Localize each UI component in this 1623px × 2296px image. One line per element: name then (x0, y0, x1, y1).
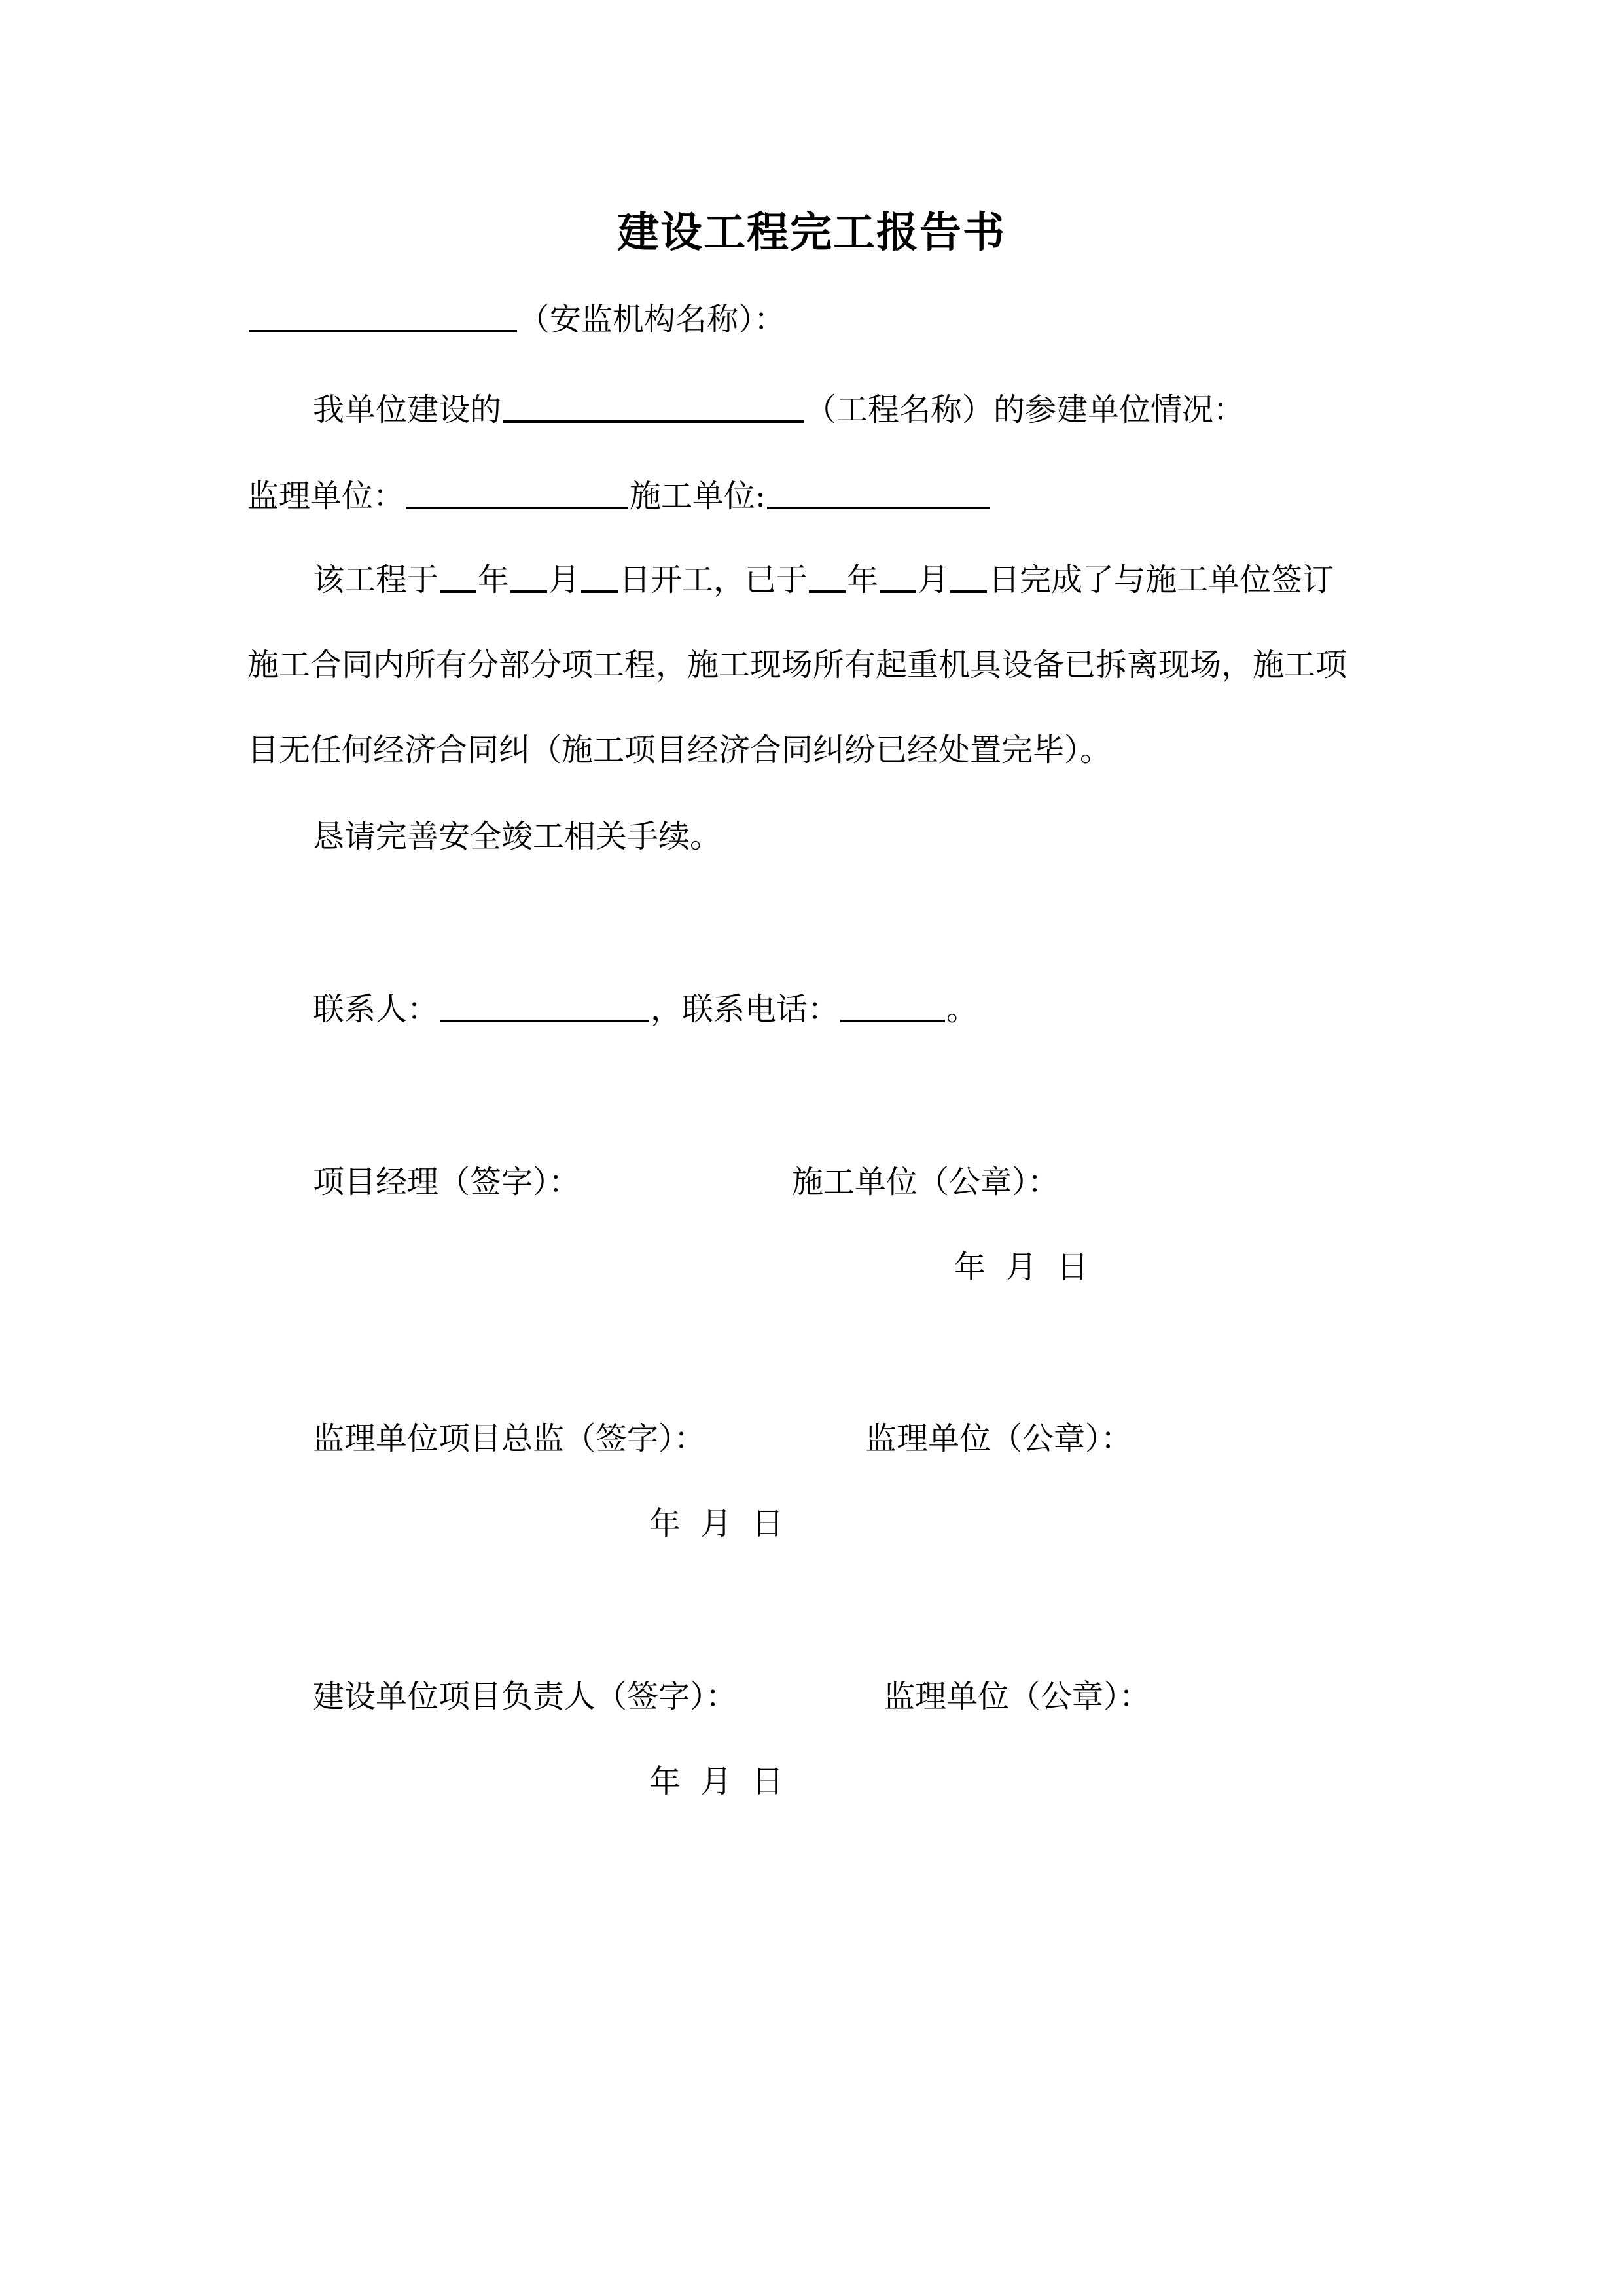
phone-suffix: 。 (946, 991, 978, 1028)
text-end-suffix: 日完成了与施工单位签订 (988, 562, 1334, 598)
phone-blank[interactable] (840, 994, 945, 1022)
supervision-unit-blank[interactable] (406, 480, 628, 509)
intro-line (313, 391, 1245, 429)
text-start-date-prefix: 该工程于 (313, 562, 439, 598)
intro-suffix: （工程名称）的参建单位情况： (805, 391, 1245, 428)
text-year: 年 (478, 562, 510, 598)
start-year-blank[interactable] (440, 564, 476, 593)
body-line-1 (313, 562, 1334, 600)
text-month-2: 月 (918, 562, 950, 598)
agency-name-blank[interactable] (249, 304, 517, 332)
project-name-blank[interactable] (503, 394, 804, 423)
owner-manager-sign-label: 建设单位项目负责人（签字）： (313, 1678, 738, 1715)
text-start-suffix: 日开工，已于 (619, 562, 808, 598)
start-month-blank[interactable] (510, 564, 547, 593)
addressee-suffix: （安监机构名称）： (518, 301, 786, 338)
construction-seal-label: 施工单位（公章）： (792, 1164, 1060, 1200)
text-month: 月 (548, 562, 580, 598)
start-day-blank[interactable] (581, 564, 618, 593)
request-line: 恳请完善安全竣工相关手续。 (313, 818, 722, 855)
intro-prefix: 我单位建设的 (313, 391, 502, 428)
sign1-date: 年 月 日 (954, 1249, 1089, 1285)
project-manager-sign-label: 项目经理（签字）： (313, 1164, 580, 1200)
supervision-label: 监理单位： (247, 478, 405, 514)
supervision-seal-label-2: 监理单位（公章）： (883, 1678, 1151, 1715)
supervision-seal-label: 监理单位（公章）： (865, 1420, 1133, 1457)
body-line-2: 施工合同内所有分部分项工程，施工现场所有起重机具设备已拆离现场，施工项 (247, 647, 1347, 683)
addressee-line (247, 301, 785, 339)
contact-label: 联系人： (313, 991, 439, 1028)
body-line-3: 目无任何经济合同纠（施工项目经济合同纠纷已经处置完毕）。 (247, 732, 1112, 768)
units-line (247, 478, 991, 516)
text-year-2: 年 (847, 562, 879, 598)
construction-label: 施工单位: (630, 478, 766, 514)
end-day-blank[interactable] (950, 564, 987, 593)
phone-label: ，联系电话： (651, 991, 840, 1028)
document-title: 建设工程完工报告书 (617, 208, 1006, 257)
end-month-blank[interactable] (880, 564, 916, 593)
contact-line (313, 991, 978, 1029)
sign3-date: 年 月 日 (649, 1763, 784, 1800)
construction-unit-blank[interactable] (767, 480, 990, 509)
end-year-blank[interactable] (809, 564, 846, 593)
sign2-date: 年 月 日 (649, 1505, 784, 1542)
chief-supervisor-sign-label: 监理单位项目总监（签字）： (313, 1420, 706, 1457)
contact-person-blank[interactable] (440, 994, 649, 1022)
